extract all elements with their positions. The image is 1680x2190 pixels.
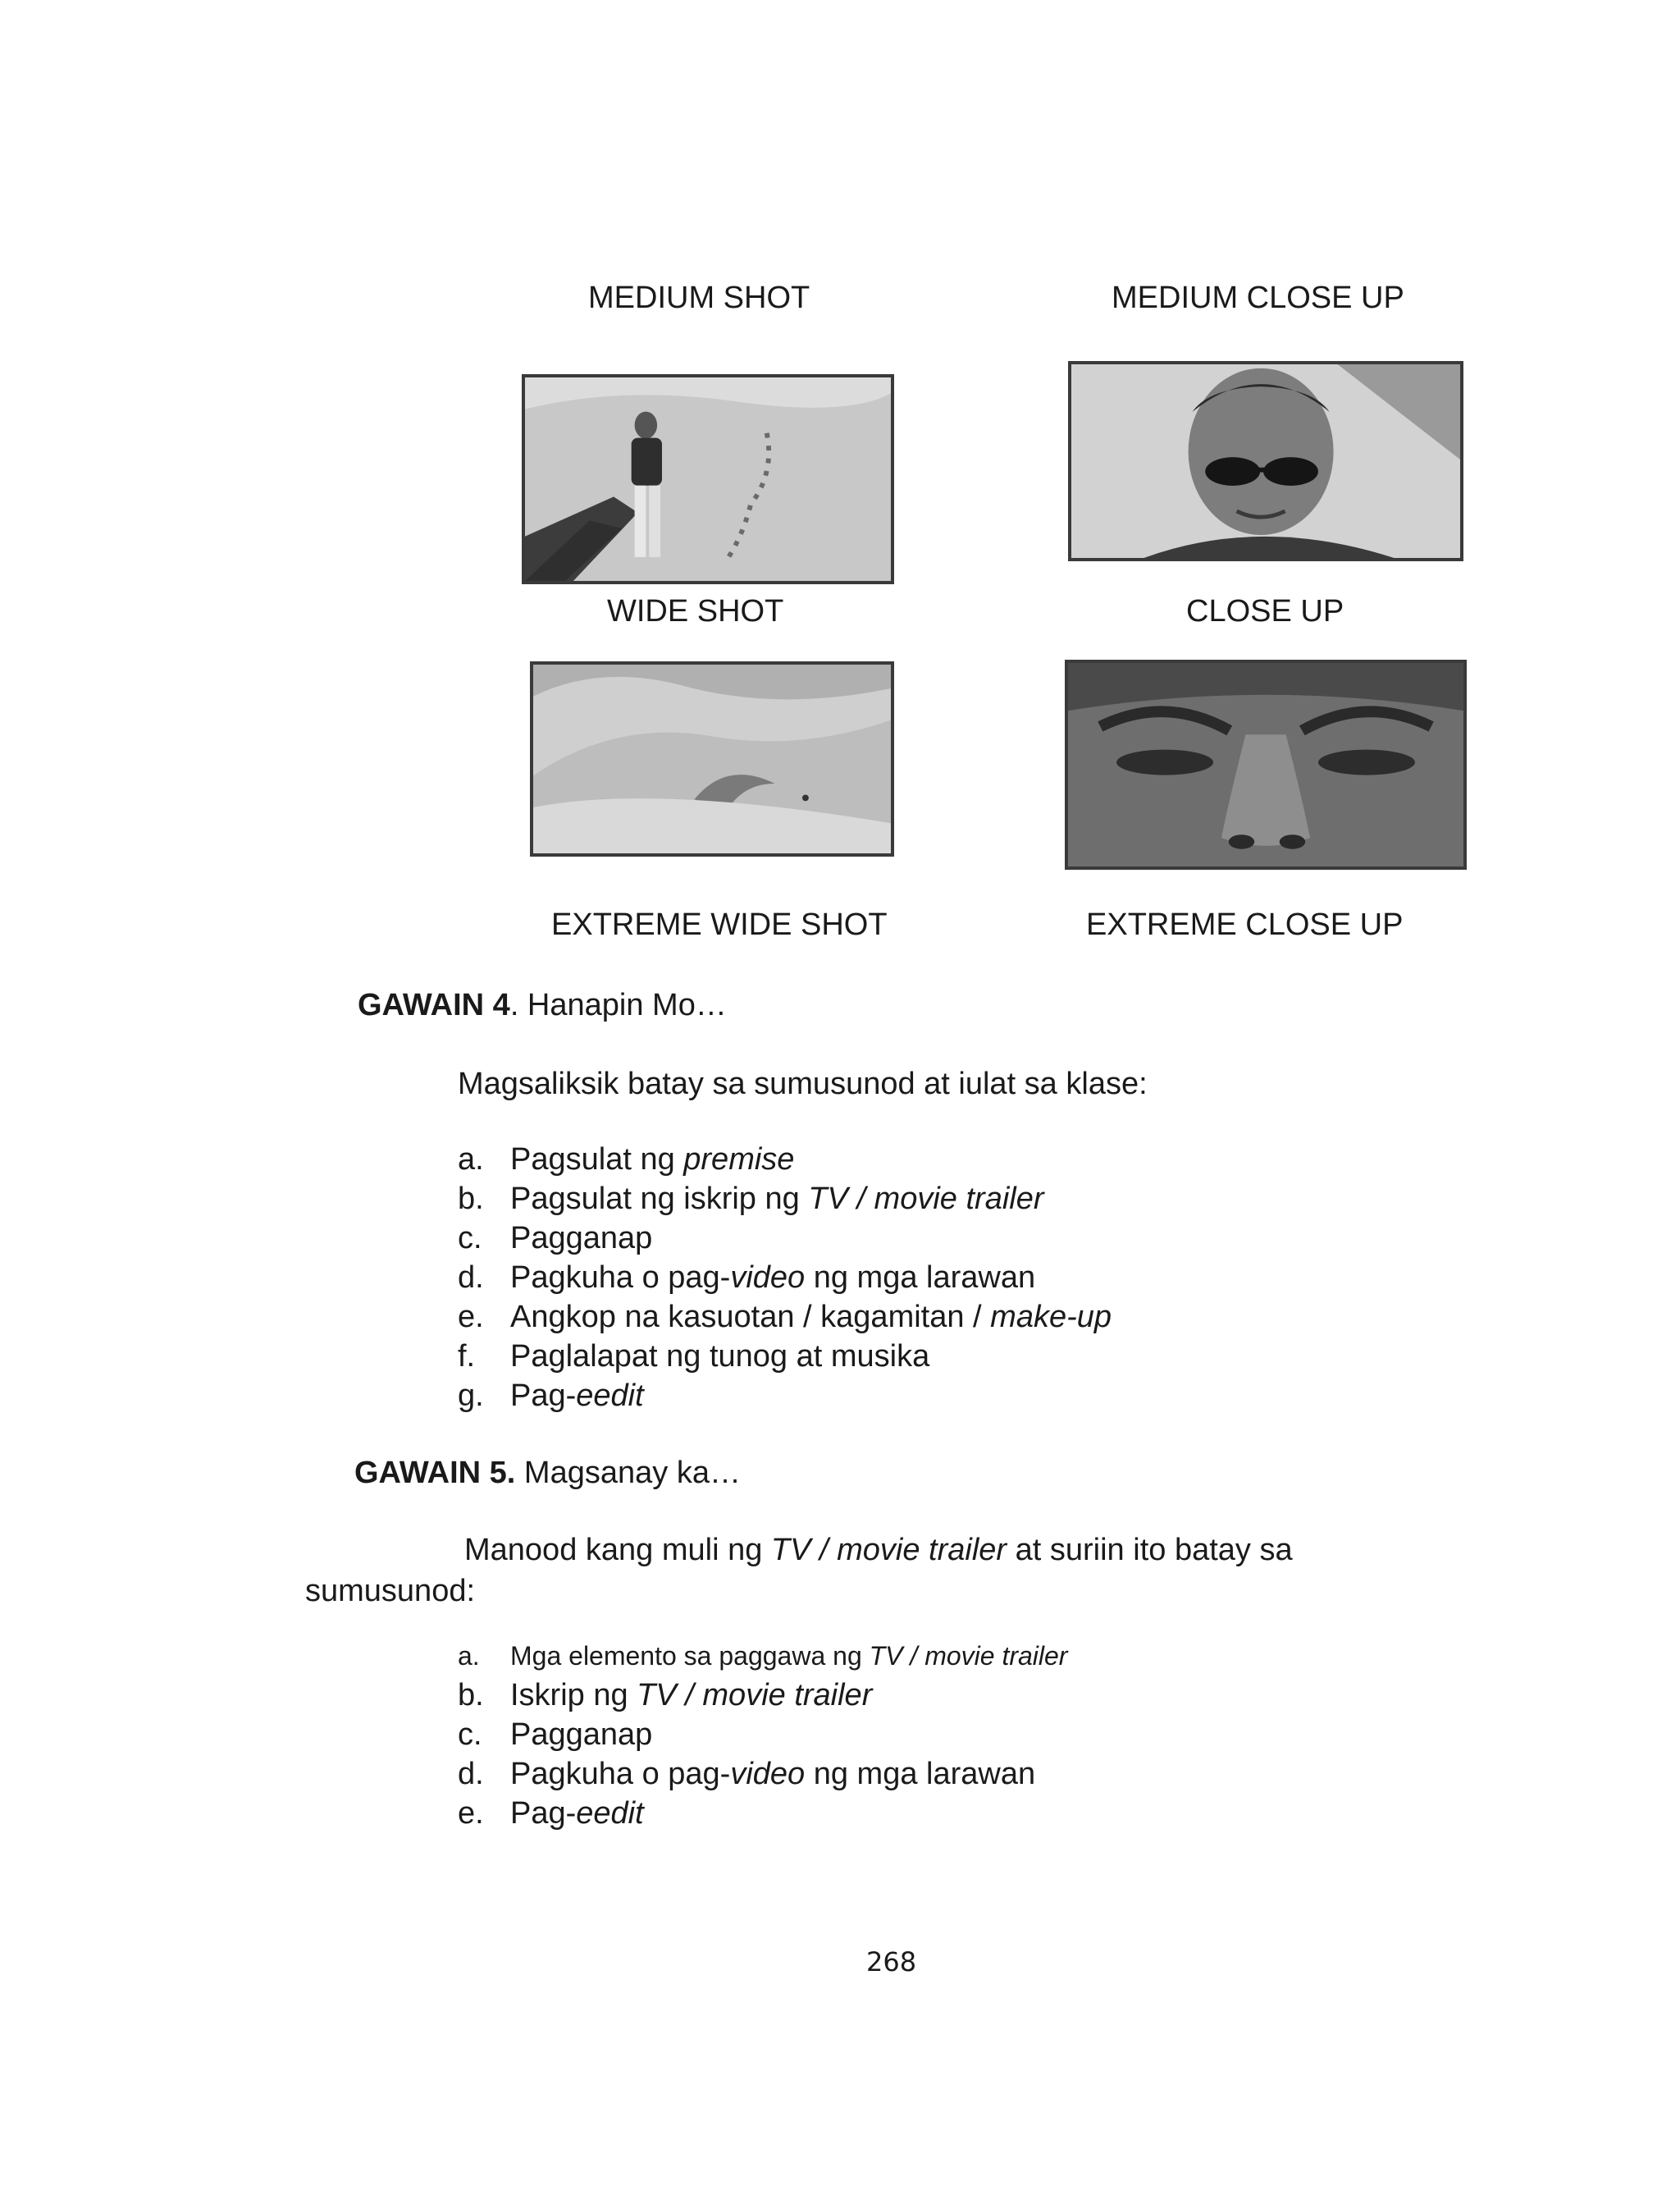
gawain-5-title-rest: Magsanay ka… [515, 1456, 741, 1490]
label-medium-shot: MEDIUM SHOT [588, 281, 810, 315]
gawain-4-heading [358, 988, 727, 1023]
medium-close-up-photo [1068, 361, 1463, 561]
gawain-4-title-bold: GAWAIN 4 [358, 988, 510, 1022]
page-number: 268 [866, 1946, 917, 1977]
label-close-up: CLOSE UP [1186, 594, 1344, 629]
gawain-4-title-rest: . Hanapin Mo… [509, 988, 727, 1022]
medium-shot-photo [522, 374, 894, 584]
gawain-5-intro: Manood kang muli ng TV / movie trailer at suriin ito batay sa [464, 1533, 1293, 1567]
wide-shot-photo [530, 661, 894, 857]
gawain-5-heading [354, 1456, 741, 1491]
gawain-5-title-bold: GAWAIN 5. [354, 1456, 516, 1490]
gawain-4-intro: Magsaliksik batay sa sumusunod at iulat sa klase: [458, 1067, 1148, 1101]
label-extreme-close-up: EXTREME CLOSE UP [1086, 908, 1404, 942]
close-up-photo [1065, 660, 1467, 870]
label-wide-shot: WIDE SHOT [607, 594, 784, 629]
label-medium-close-up: MEDIUM CLOSE UP [1112, 281, 1404, 315]
gawain-5-intro-line2: sumusunod: [305, 1574, 476, 1608]
label-extreme-wide-shot: EXTREME WIDE SHOT [551, 908, 888, 942]
